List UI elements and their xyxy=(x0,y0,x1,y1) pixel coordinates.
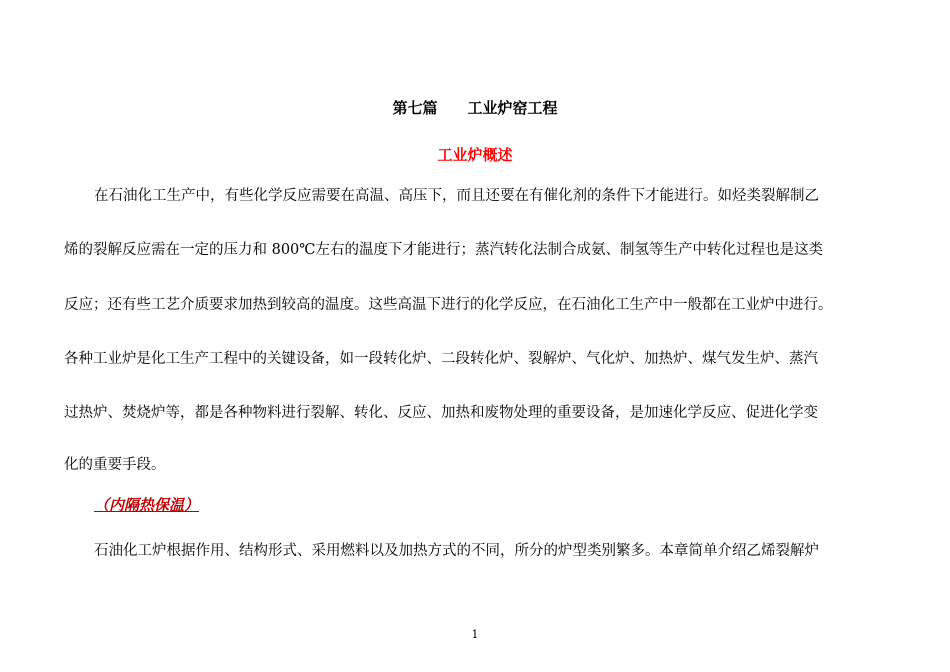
paragraph-line-2: 烯的裂解反应需在一定的压力和 800℃左右的温度下才能进行；蒸汽转化法制合成氨、制氢等生产中转化过程也是这类 xyxy=(64,242,824,258)
paragraph-line-6: 化的重要手段。 xyxy=(64,457,166,473)
page-number: 1 xyxy=(471,628,479,641)
chapter-title: 第七篇 工业炉窑工程 xyxy=(392,99,558,117)
paragraph-line-4: 各种工业炉是化工生产工程中的关键设备，如一段转化炉、二段转化炉、裂解炉、气化炉、加热炉、煤气发生炉、蒸汽 xyxy=(64,351,818,367)
paragraph-line-1: 在石油化工生产中，有些化学反应需要在高温、高压下，而且还要在有催化剂的条件下才能进行。如烃类裂解制乙 xyxy=(94,188,819,204)
insulation-note: （内隔热保温） xyxy=(94,496,200,514)
paragraph-line-5: 过热炉、焚烧炉等，都是各种物料进行裂解、转化、反应、加热和废物处理的重要设备，是加速化学反应、促进化学变 xyxy=(64,405,818,421)
paragraph-line-3: 反应；还有些工艺介质要求加热到较高的温度。这些高温下进行的化学反应，在石油化工生产中一般都在工业炉中进行。 xyxy=(64,297,833,313)
section-title: 工业炉概述 xyxy=(437,146,513,164)
paragraph2-line-1: 石油化工炉根据作用、结构形式、采用燃料以及加热方式的不同，所分的炉型类别繁多。本章简单介绍乙烯裂解炉 xyxy=(94,543,819,559)
